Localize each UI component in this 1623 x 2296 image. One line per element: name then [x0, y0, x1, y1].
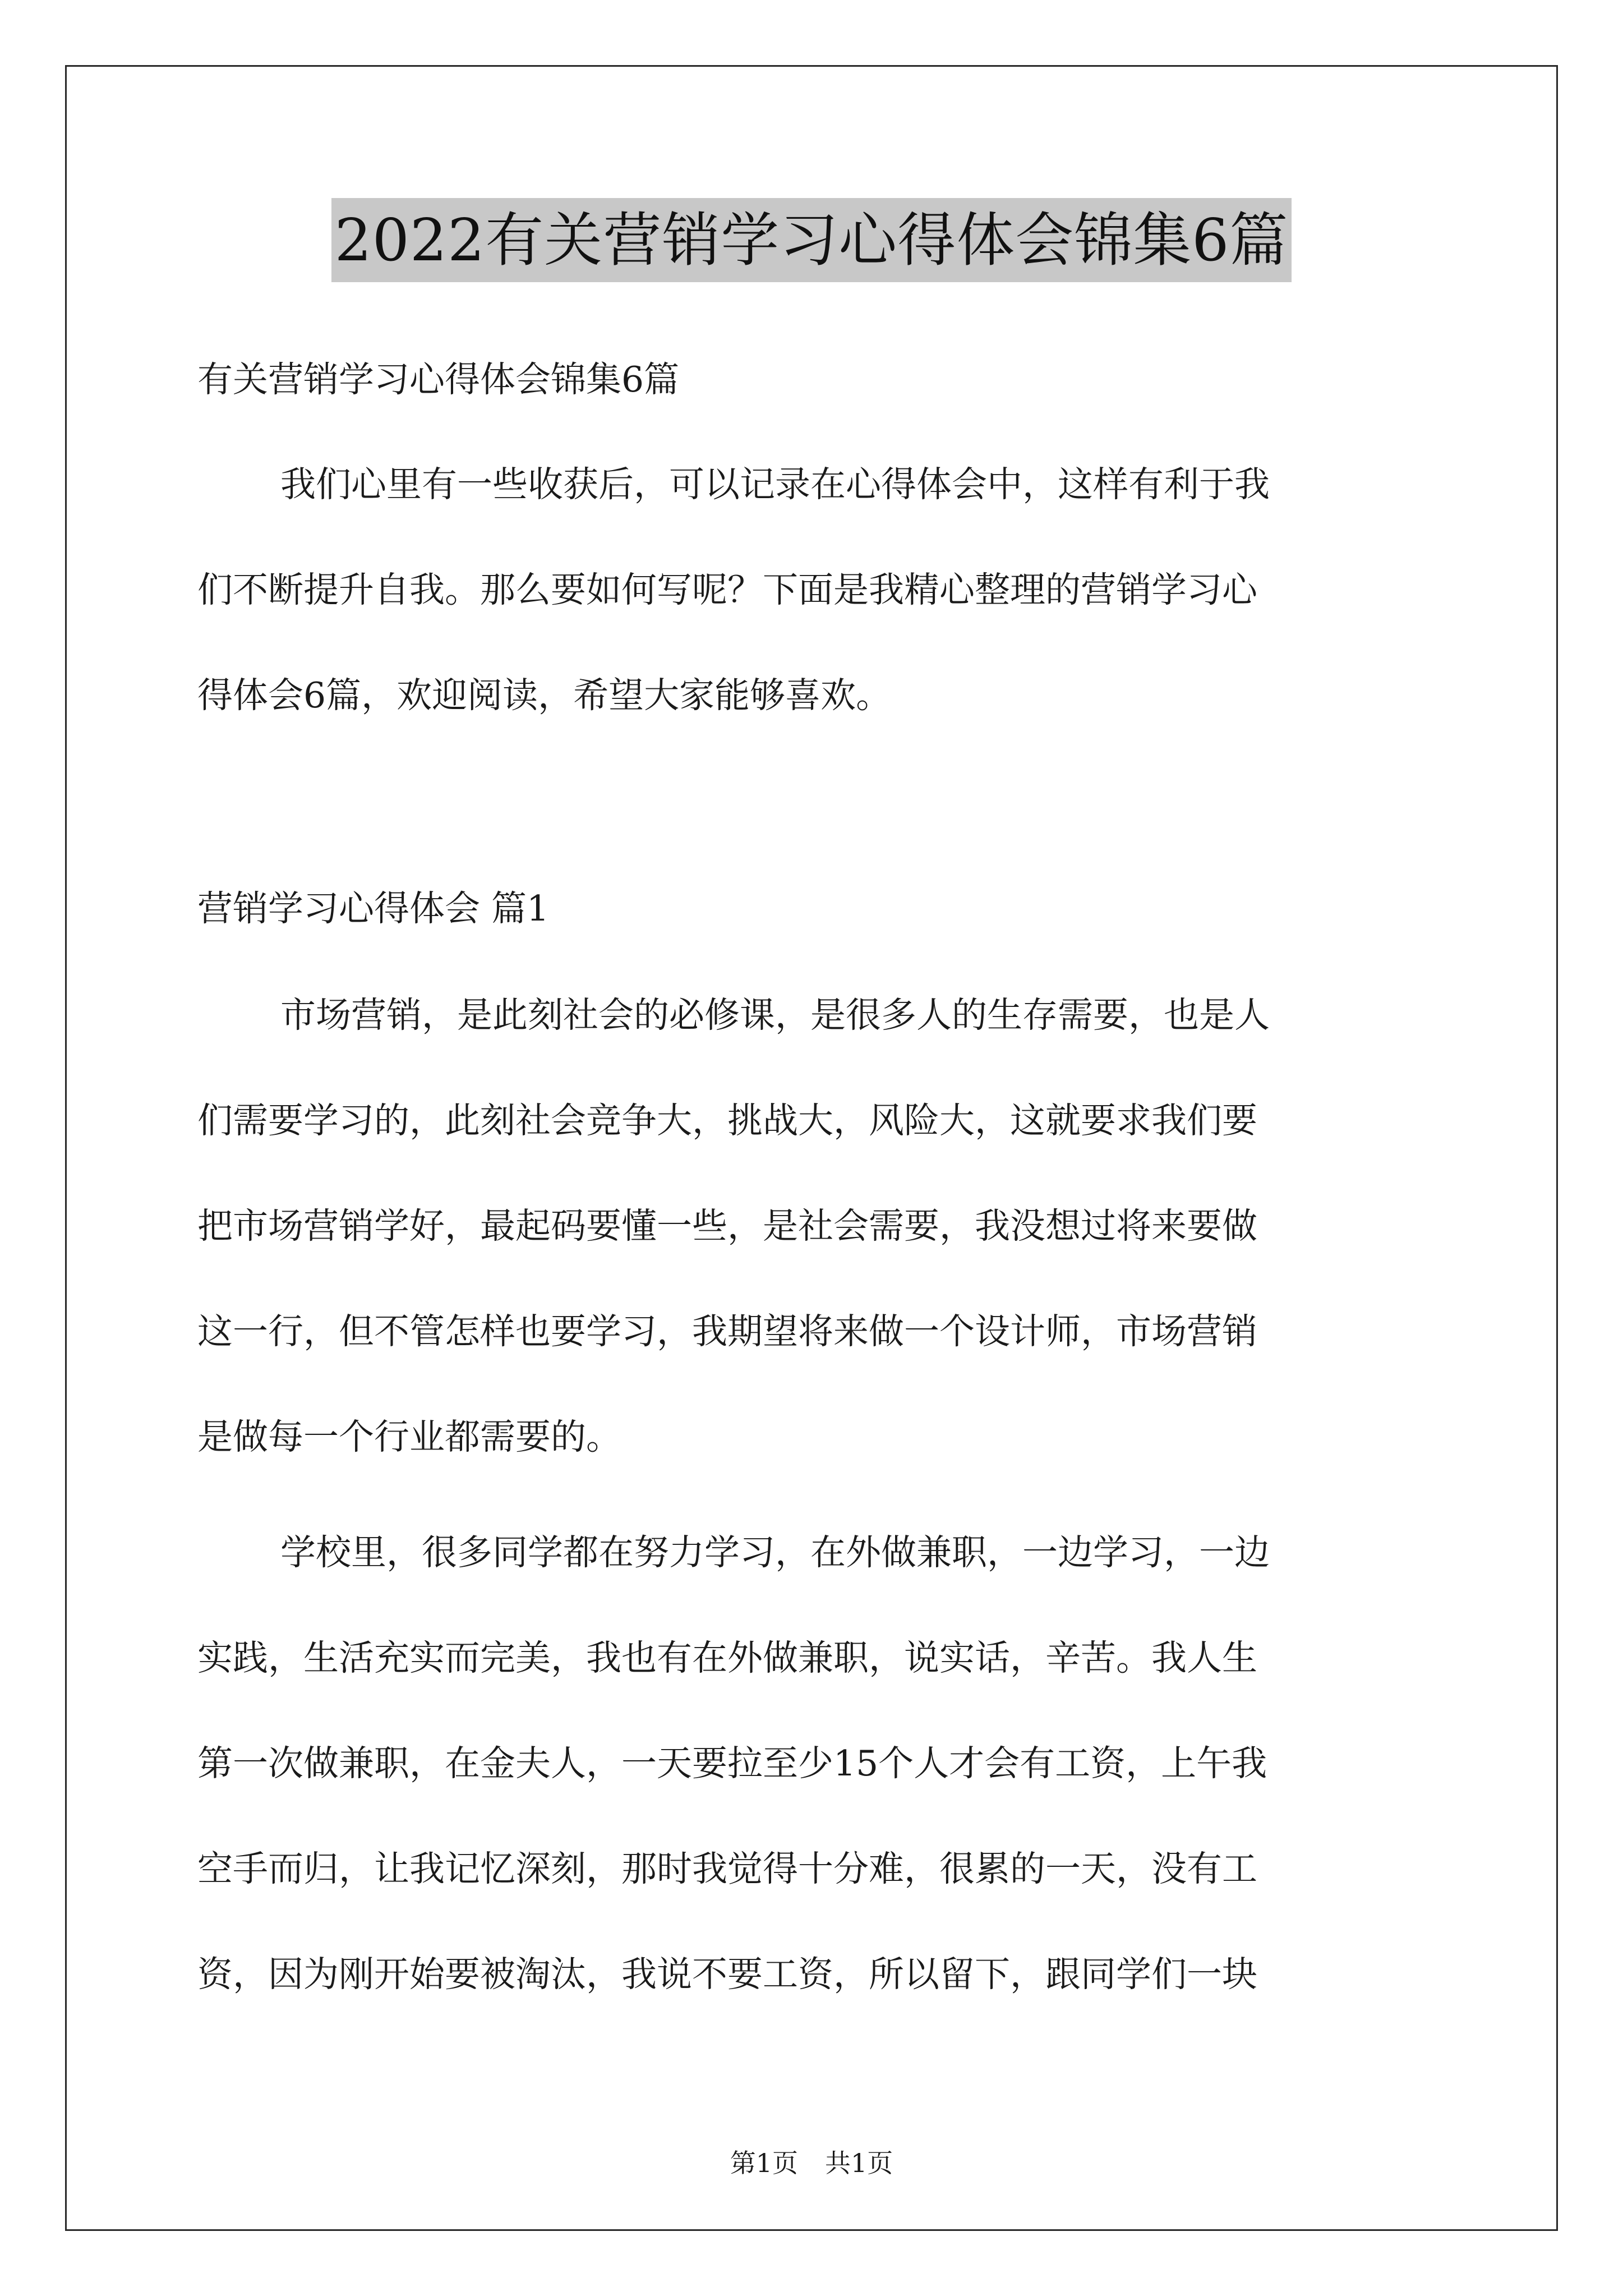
- document-title: 2022有关营销学习心得体会锦集6篇: [331, 198, 1292, 282]
- paragraph-line: 们不断提升自我。那么要如何写呢？下面是我精心整理的营销学习心: [197, 569, 1257, 610]
- paragraph-line: 资，因为刚开始要被淘汰，我说不要工资，所以留下，跟同学们一块: [197, 1954, 1257, 1995]
- body-paragraph-2: [197, 1530, 1270, 2058]
- page-total: 共1页: [825, 2148, 893, 2178]
- paragraph-line: 得体会6篇，欢迎阅读，希望大家能够喜欢。: [197, 675, 892, 716]
- paragraph-line: 这一行，但不管怎样也要学习，我期望将来做一个设计师，市场营销: [197, 1311, 1257, 1352]
- paragraph-line: 们需要学习的，此刻社会竞争大，挑战大，风险大，这就要求我们要: [197, 1100, 1257, 1141]
- page-footer: [0, 2146, 1623, 2180]
- paragraph-line: 学校里，很多同学都在努力学习，在外做兼职，一边学习，一边: [280, 1532, 1270, 1573]
- paragraph-line: 市场营销，是此刻社会的必修课，是很多人的生存需要，也是人: [280, 995, 1270, 1036]
- section-heading: 营销学习心得体会 篇1: [197, 888, 550, 929]
- paragraph-line: 把市场营销学好，最起码要懂一些，是社会需要，我没想过将来要做: [197, 1205, 1257, 1246]
- paragraph-line: 是做每一个行业都需要的。: [197, 1416, 621, 1457]
- page-number: 第1页: [730, 2148, 798, 2178]
- title-container: [0, 198, 1623, 282]
- paragraph-line: 空手而归，让我记忆深刻，那时我觉得十分难，很累的一天，没有工: [197, 1848, 1257, 1889]
- paragraph-line: 实践，生活充实而完美，我也有在外做兼职，说实话，辛苦。我人生: [197, 1637, 1257, 1678]
- paragraph-line: 我们心里有一些收获后，可以记录在心得体会中，这样有利于我: [280, 464, 1270, 505]
- paragraph-line: 第一次做兼职，在金夫人，一天要拉至少15个人才会有工资，上午我: [197, 1743, 1267, 1784]
- document-subtitle: 有关营销学习心得体会锦集6篇: [197, 359, 680, 400]
- intro-paragraph: [197, 462, 1270, 779]
- body-paragraph-1: [197, 993, 1270, 1520]
